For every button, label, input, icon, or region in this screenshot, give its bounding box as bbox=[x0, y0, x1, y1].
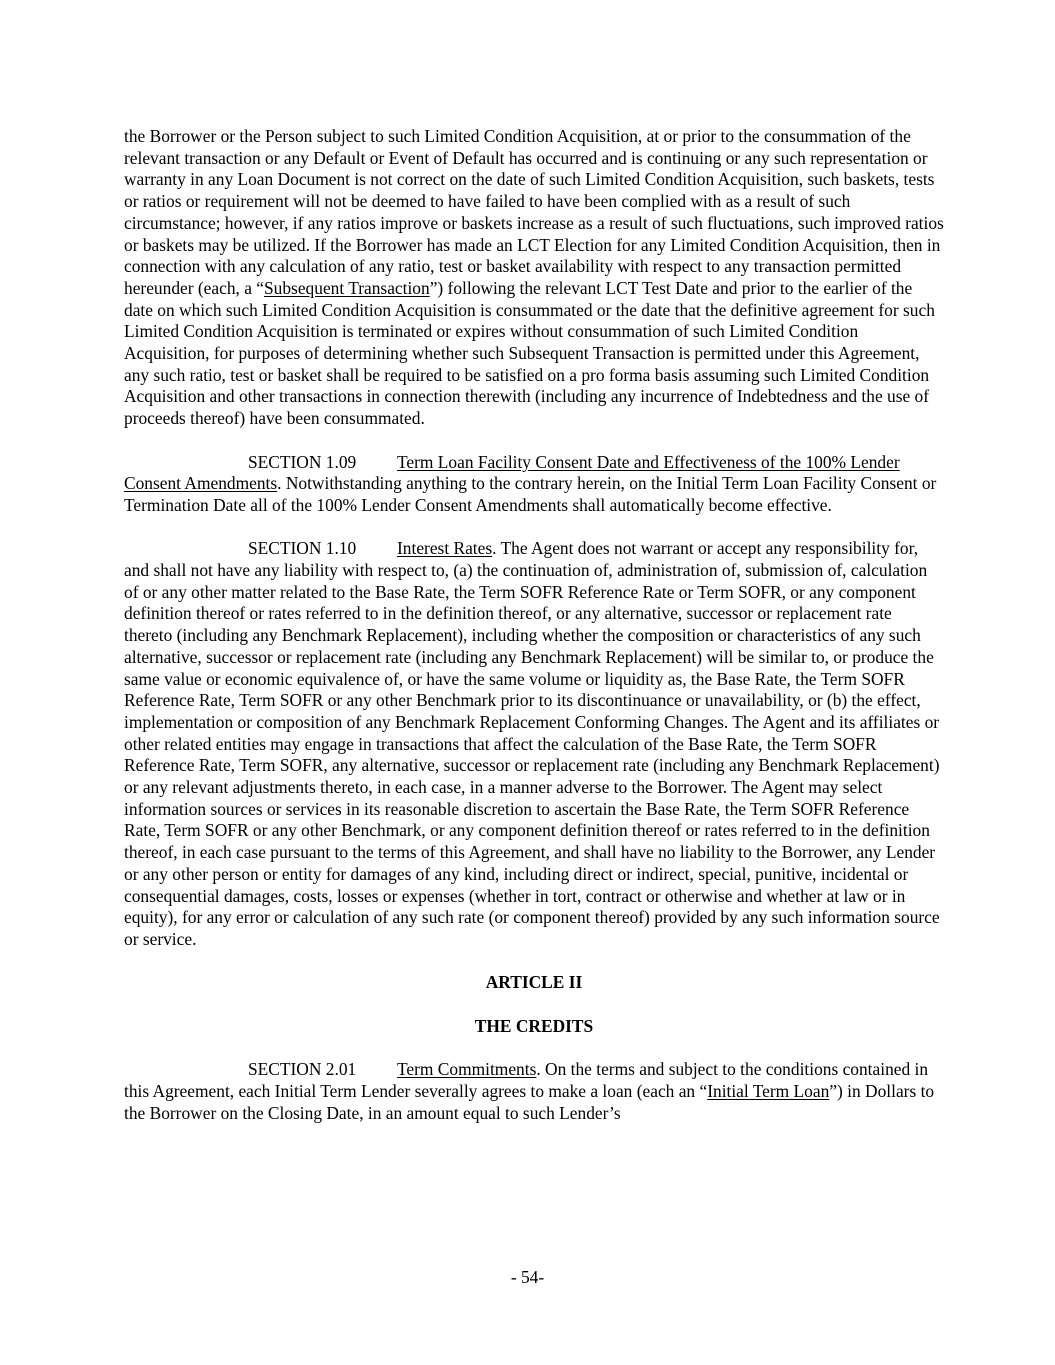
section-1-10-paragraph bbox=[124, 538, 944, 950]
section-title: Term Loan Facility Consent Date and Effectiveness of the 100% Lender Consent Amendments bbox=[124, 451, 900, 494]
section-number: SECTION 2.01 bbox=[248, 1059, 357, 1080]
paragraph-text: the Borrower or the Person subject to such Limited Condition Acquisition, at or prior to the consummation of the relevant transaction or any Default or Event of Default has occurred and is continuing or any such representation or warranty in any Loan Document is not correct on the date of such Limited Condition Acquisition, such baskets, tests or ratios or requirement will not be deemed to have failed to have been complied with as a result of such circumstance; however, if any ratios improve or baskets increase as a result of such fluctuations, such improved ratios or baskets may be utilized. If the Borrower has made an LCT Election for any Limited Condition Acquisition, then in connection with any calculation of any ratio, test or basket availability with respect to any transaction permitted hereunder (each, a “ bbox=[124, 126, 944, 298]
document-page bbox=[124, 126, 944, 1124]
section-2-01-paragraph bbox=[124, 1059, 944, 1124]
page-number: - 54- bbox=[510, 1267, 545, 1287]
section-body: . On the terms and subject to the conditions contained in this Agreement, each Initial Term Lender severally agrees to make a loan (each an “ bbox=[124, 1059, 929, 1101]
section-body: . Notwithstanding anything to the contrary herein, on the Initial Term Loan Facility Consent or Termination Date all of the 100% Lender Consent Amendments shall automatically become effective. bbox=[124, 473, 937, 515]
section-title: Interest Rates bbox=[397, 538, 493, 559]
section-title: Term Commitments bbox=[397, 1059, 537, 1080]
continuation-paragraph bbox=[124, 126, 944, 430]
article-heading: ARTICLE II bbox=[485, 972, 583, 993]
section-body: ”) in Dollars to the Borrower on the Closing Date, in an amount equal to such Lender’s bbox=[124, 1080, 935, 1123]
section-body: . The Agent does not warrant or accept any responsibility for, and shall not have any liability with respect to, (a) the continuation of, administration of, submission of, calculation of or any other matter related to the Base Rate, the Term SOFR Reference Rate or Term SOFR, or any component definition thereof or rates referred to in the definition thereof, or any alternative, successor or replacement rate thereto (including any Benchmark Replacement), including whether the composition or characteristics of any such alternative, successor or replacement rate (including any Benchmark Replacement) will be similar to, or produce the same value or economic equivalence of, or have the same volume or liquidity as, the Base Rate, the Term SOFR Reference Rate, Term SOFR or any other Benchmark prior to its discontinuance or unavailability, or (b) the effect, implementation or composition of any Benchmark Replacement Conforming Changes. The Agent and its affiliates or other related entities may engage in transactions that affect the calculation of the Base Rate, the Term SOFR Reference Rate, Term SOFR, any alternative, successor or replacement rate (including any Benchmark Replacement) or any relevant adjustments thereto, in each case, in a manner adverse to the Borrower. The Agent may select information sources or services in its reasonable discretion to ascertain the Base Rate, the Term SOFR Reference Rate, Term SOFR or any other Benchmark, or any component definition thereof or rates referred to in the definition thereof, in each case pursuant to the terms of this Agreement, and shall have no liability to the Borrower, any Lender or any other person or entity for damages of any kind, including direct or indirect, special, punitive, incidental or consequential damages, costs, losses or expenses (whether in tort, contract or otherwise and whether at law or in equity), for any error or calculation of any such rate (or component thereof) provided by any such information source or service. bbox=[124, 538, 940, 949]
article-title: THE CREDITS bbox=[474, 1015, 594, 1036]
defined-term-subsequent-transaction: Subsequent Transaction bbox=[264, 277, 430, 298]
section-number: SECTION 1.10 bbox=[248, 538, 357, 559]
section-number: SECTION 1.09 bbox=[248, 451, 357, 472]
section-1-09-paragraph bbox=[124, 452, 944, 517]
defined-term-initial-term-loan: Initial Term Loan bbox=[707, 1080, 830, 1101]
paragraph-text: ”) following the relevant LCT Test Date and prior to the earlier of the date on which such Limited Condition Acquisition is consummated or the date that the definitive agreement for such Limited Condition Acquisition is terminated or expires without consummation of such Limited Condition Acquisition, for purposes of determining whether such Subsequent Transaction is permitted under this Agreement, any such ratio, test or basket shall be required to be satisfied on a pro forma basis assuming such Limited Condition Acquisition and other transactions in connection therewith (including any incurrence of Indebtedness and the use of proceeds thereof) have been consummated. bbox=[124, 277, 935, 429]
